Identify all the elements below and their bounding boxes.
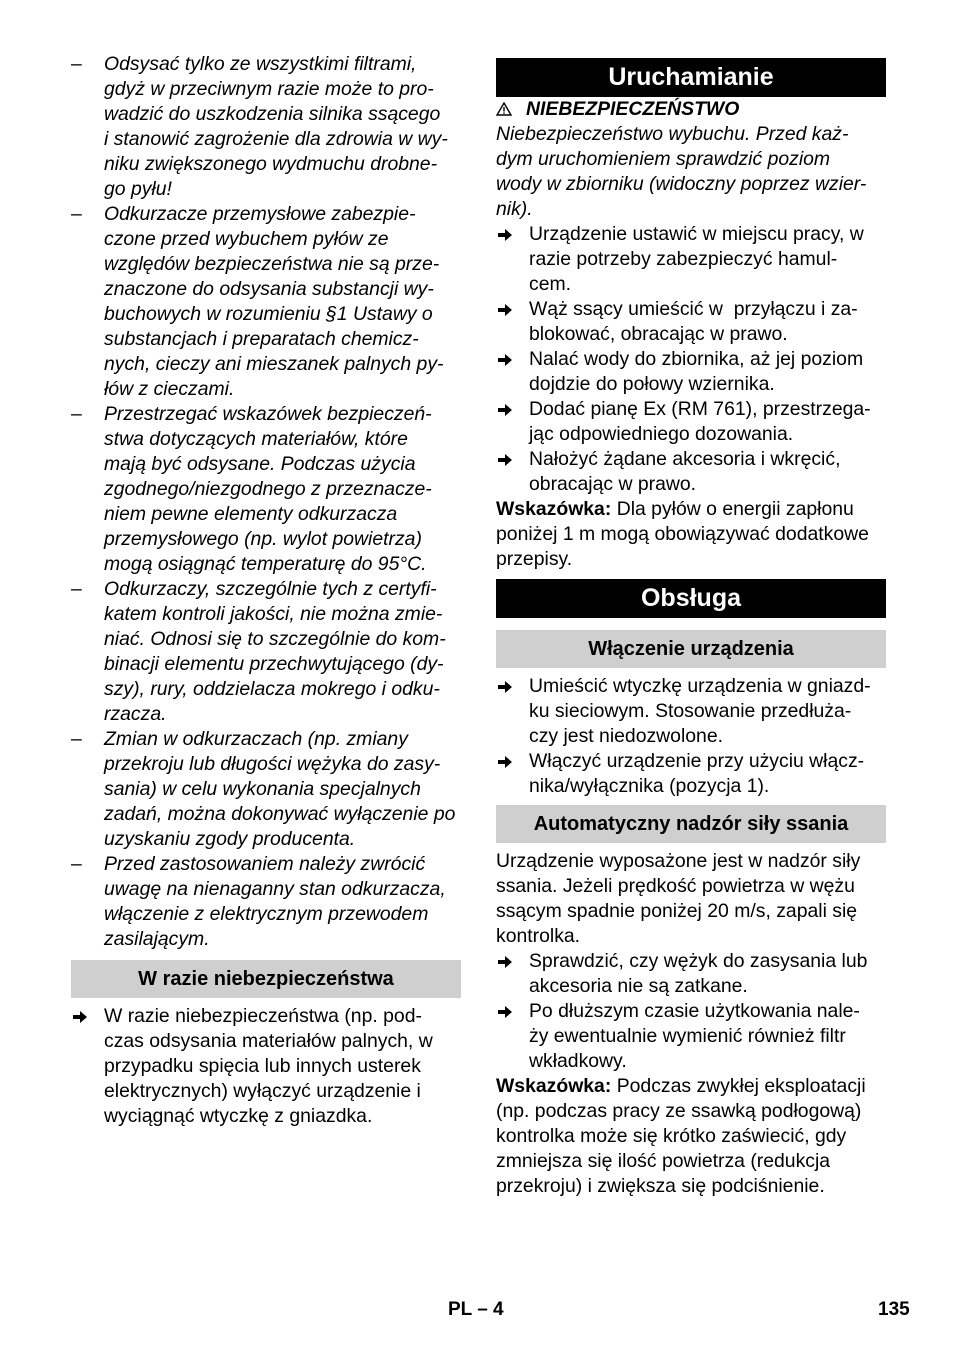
note-line: poniżej 1 m mogą obowiązywać dodatkowe	[496, 523, 869, 545]
list-item-line: nych, cieczy ani mieszanek palnych py-	[104, 353, 444, 375]
step-item-line: Nalać wody do zbiornika, aż jej poziom	[529, 348, 864, 370]
danger-text-line: Niebezpieczeństwo wybuchu. Przed każ-	[496, 123, 849, 145]
step-item-line: dojdzie do połowy wziernika.	[529, 373, 775, 395]
step-item-line: nika/wyłącznika (pozycja 1).	[529, 775, 770, 797]
step-item-line: Umieścić wtyczkę urządzenia w gniazd-	[529, 675, 871, 697]
list-item-line: uzyskaniu zgody producenta.	[104, 828, 356, 850]
step-item-line: akcesoria nie są zatkane.	[529, 975, 748, 997]
step-item-line: Po dłuższym czasie użytkowania nale-	[529, 1000, 860, 1022]
step-item-line: Sprawdzić, czy wężyk do zasysania lub	[529, 950, 868, 972]
arrow-right-icon	[497, 755, 513, 769]
note-line: (np. podczas pracy ze ssawką podłogową)	[496, 1100, 862, 1122]
list-item-line: czone przed wybuchem pyłów ze	[104, 228, 389, 250]
arrow-right-icon	[497, 403, 513, 417]
note-operation	[496, 1074, 886, 1199]
list-item-line: przekroju lub długości wężyka do zasy-	[104, 753, 441, 775]
list-item-line: Odsysać tylko ze wszystkimi filtrami,	[104, 53, 417, 75]
list-item-line: mają być odsysane. Podczas użycia	[104, 453, 416, 475]
suction-text-line: ssania. Jeżeli prędkość powietrza w wężu	[496, 875, 855, 897]
list-item-line: niać. Odnosi się to szczególnie do kom-	[104, 628, 446, 650]
step-item-line: Dodać pianę Ex (RM 761), przestrzega-	[529, 398, 871, 420]
step-item	[496, 999, 886, 1074]
list-item	[71, 727, 461, 852]
list-item-line: rzacza.	[104, 703, 167, 725]
danger-text	[496, 122, 886, 222]
step-item-line: czas odsysania materiałów palnych, w	[104, 1030, 433, 1052]
step-item-line: przypadku spięcia lub innych usterek	[104, 1055, 421, 1077]
dash-bullet: –	[71, 728, 82, 750]
suction-steps	[496, 949, 886, 1074]
step-item	[496, 447, 886, 497]
list-item-line: Odkurzaczy, szczególnie tych z certyfi-	[104, 578, 437, 600]
step-item	[496, 749, 886, 799]
list-item-line: niem pewne elementy odkurzacza	[104, 503, 398, 525]
list-item-line: zgodnego/niezgodnego z przeznacze-	[104, 478, 432, 500]
list-item	[71, 202, 461, 402]
arrow-right-icon	[497, 303, 513, 317]
danger-text-line: nik).	[496, 198, 533, 220]
switch-on-steps	[496, 674, 886, 799]
list-item-line: binacji elementu przechwytującego (dy-	[104, 653, 444, 675]
arrow-right-icon	[497, 955, 513, 969]
danger-text-line: wody w zbiorniku (widoczny poprzez wzier-	[496, 173, 867, 195]
step-item	[496, 347, 886, 397]
step-item-line: obracając w prawo.	[529, 473, 697, 495]
list-item-line: mogą osiągnąć temperaturę do 95°C.	[104, 553, 427, 575]
list-item-line: substancjach i preparatach chemicz-	[104, 328, 419, 350]
step-item-line: czy jest niedozwolone.	[529, 725, 724, 747]
list-item-line: przemysłowego (np. wylot powietrza)	[104, 528, 422, 550]
switch-on-heading: Włączenie urządzenia	[496, 630, 886, 668]
step-item	[496, 674, 886, 749]
note-line: kontrolka może się krótko zaświecić, gdy	[496, 1125, 847, 1147]
list-item-line: względów bezpieczeństwa nie są prze-	[104, 253, 440, 275]
list-item	[71, 402, 461, 577]
note-line: Wskazówka: Dla pyłów o energii zapłonu	[496, 498, 854, 520]
step-item	[496, 297, 886, 347]
suction-text-line: Urządzenie wyposażone jest w nadzór siły	[496, 850, 861, 872]
step-item	[496, 949, 886, 999]
note-label: Wskazówka:	[496, 498, 612, 520]
footer-language-page: PL – 4	[448, 1299, 504, 1320]
step-item-line: ży ewentualnie wymienić również filtr	[529, 1025, 846, 1047]
note-ignition	[496, 497, 886, 572]
safety-dash-list	[71, 52, 461, 952]
dash-bullet: –	[71, 853, 82, 875]
step-item-line: blokować, obracając w prawo.	[529, 323, 788, 345]
list-item-line: znaczone do odsysania substancji wy-	[104, 278, 434, 300]
list-item-line: buchowych w rozumieniu §1 Ustawy o	[104, 303, 433, 325]
page-number: 135	[878, 1299, 910, 1320]
note-line: Wskazówka: Podczas zwykłej eksploatacji	[496, 1075, 866, 1097]
danger-text-line: dym uruchomieniem sprawdzić poziom	[496, 148, 831, 170]
step-item	[71, 1004, 461, 1129]
step-item-line: wyciągnąć wtyczkę z gniazdka.	[104, 1105, 373, 1127]
list-item-line: uwagę na nienaganny stan odkurzacza,	[104, 878, 446, 900]
operation-heading: Obsługa	[496, 579, 886, 618]
danger-label-text: NIEBEZPIECZEŃSTWO	[526, 98, 740, 120]
step-item-line: Urządzenie ustawić w miejscu pracy, w	[529, 223, 864, 245]
arrow-right-icon	[497, 453, 513, 467]
list-item-line: sania) w celu wykonania specjalnych	[104, 778, 421, 800]
arrow-right-icon	[72, 1010, 88, 1024]
step-item-line: cem.	[529, 273, 572, 295]
note-label: Wskazówka:	[496, 1075, 612, 1097]
suction-text	[496, 849, 886, 949]
emergency-list	[71, 1004, 461, 1129]
arrow-right-icon	[497, 353, 513, 367]
dash-bullet: –	[71, 203, 82, 225]
list-item-line: Przestrzegać wskazówek bezpieczeń-	[104, 403, 432, 425]
emergency-heading: W razie niebezpieczeństwa	[71, 960, 461, 998]
startup-heading: Uruchamianie	[496, 58, 886, 97]
list-item-line: Zmian w odkurzaczach (np. zmiany	[104, 728, 408, 750]
step-item	[496, 222, 886, 297]
list-item-line: zasilającym.	[104, 928, 210, 950]
warning-triangle-icon	[496, 102, 512, 116]
note-line: zmniejsza się ilość powietrza (redukcja	[496, 1150, 831, 1172]
danger-label	[496, 97, 886, 122]
list-item-line: zadań, można dokonywać wyłączenie po	[104, 803, 456, 825]
step-item-line: ku sieciowym. Stosowanie przedłuża-	[529, 700, 852, 722]
list-item-line: gdyż w przeciwnym razie może to pro-	[104, 78, 434, 100]
startup-steps	[496, 222, 886, 497]
dash-bullet: –	[71, 53, 82, 75]
right-column	[496, 52, 886, 1199]
step-item	[496, 397, 886, 447]
list-item-line: łów z cieczami.	[104, 378, 235, 400]
list-item-line: go pyłu!	[104, 178, 172, 200]
step-item-line: Włączyć urządzenie przy użyciu włącz-	[529, 750, 865, 772]
suction-text-line: ssącym spadnie poniżej 20 m/s, zapali się	[496, 900, 858, 922]
dash-bullet: –	[71, 403, 82, 425]
list-item-line: wadzić do uszkodzenia silnika ssącego	[104, 103, 441, 125]
step-item-line: razie potrzeby zabezpieczyć hamul-	[529, 248, 838, 270]
arrow-right-icon	[497, 1005, 513, 1019]
list-item-line: katem kontroli jakości, nie można zmie-	[104, 603, 443, 625]
list-item	[71, 577, 461, 727]
arrow-right-icon	[497, 680, 513, 694]
list-item-line: i stanowić zagrożenie dla zdrowia w wy-	[104, 128, 448, 150]
step-item-line: W razie niebezpieczeństwa (np. pod-	[104, 1005, 422, 1027]
dash-bullet: –	[71, 578, 82, 600]
list-item-line: szy), rury, oddzielacza mokrego i odku-	[104, 678, 440, 700]
note-line: przepisy.	[496, 548, 573, 570]
step-item-line: elektrycznych) wyłączyć urządzenie i	[104, 1080, 421, 1102]
step-item-line: Wąż ssący umieścić w przyłączu i za-	[529, 298, 858, 320]
list-item-line: włączenie z elektrycznym przewodem	[104, 903, 429, 925]
list-item	[71, 52, 461, 202]
note-line: przekroju) i zwiększa się podciśnienie.	[496, 1175, 825, 1197]
list-item-line: stwa dotyczących materiałów, które	[104, 428, 408, 450]
step-item-line: Nałożyć żądane akcesoria i wkręcić,	[529, 448, 841, 470]
list-item-line: niku zwiększonego wydmuchu drobne-	[104, 153, 438, 175]
list-item-line: Odkurzacze przemysłowe zabezpie-	[104, 203, 416, 225]
step-item-line: jąc odpowiedniego dozowania.	[529, 423, 794, 445]
list-item	[71, 852, 461, 952]
suction-text-line: kontrolka.	[496, 925, 581, 947]
list-item-line: Przed zastosowaniem należy zwrócić	[104, 853, 426, 875]
suction-heading: Automatyczny nadzór siły ssania	[496, 805, 886, 843]
step-item-line: wkładkowy.	[529, 1050, 627, 1072]
arrow-right-icon	[497, 228, 513, 242]
left-column	[71, 52, 461, 1129]
